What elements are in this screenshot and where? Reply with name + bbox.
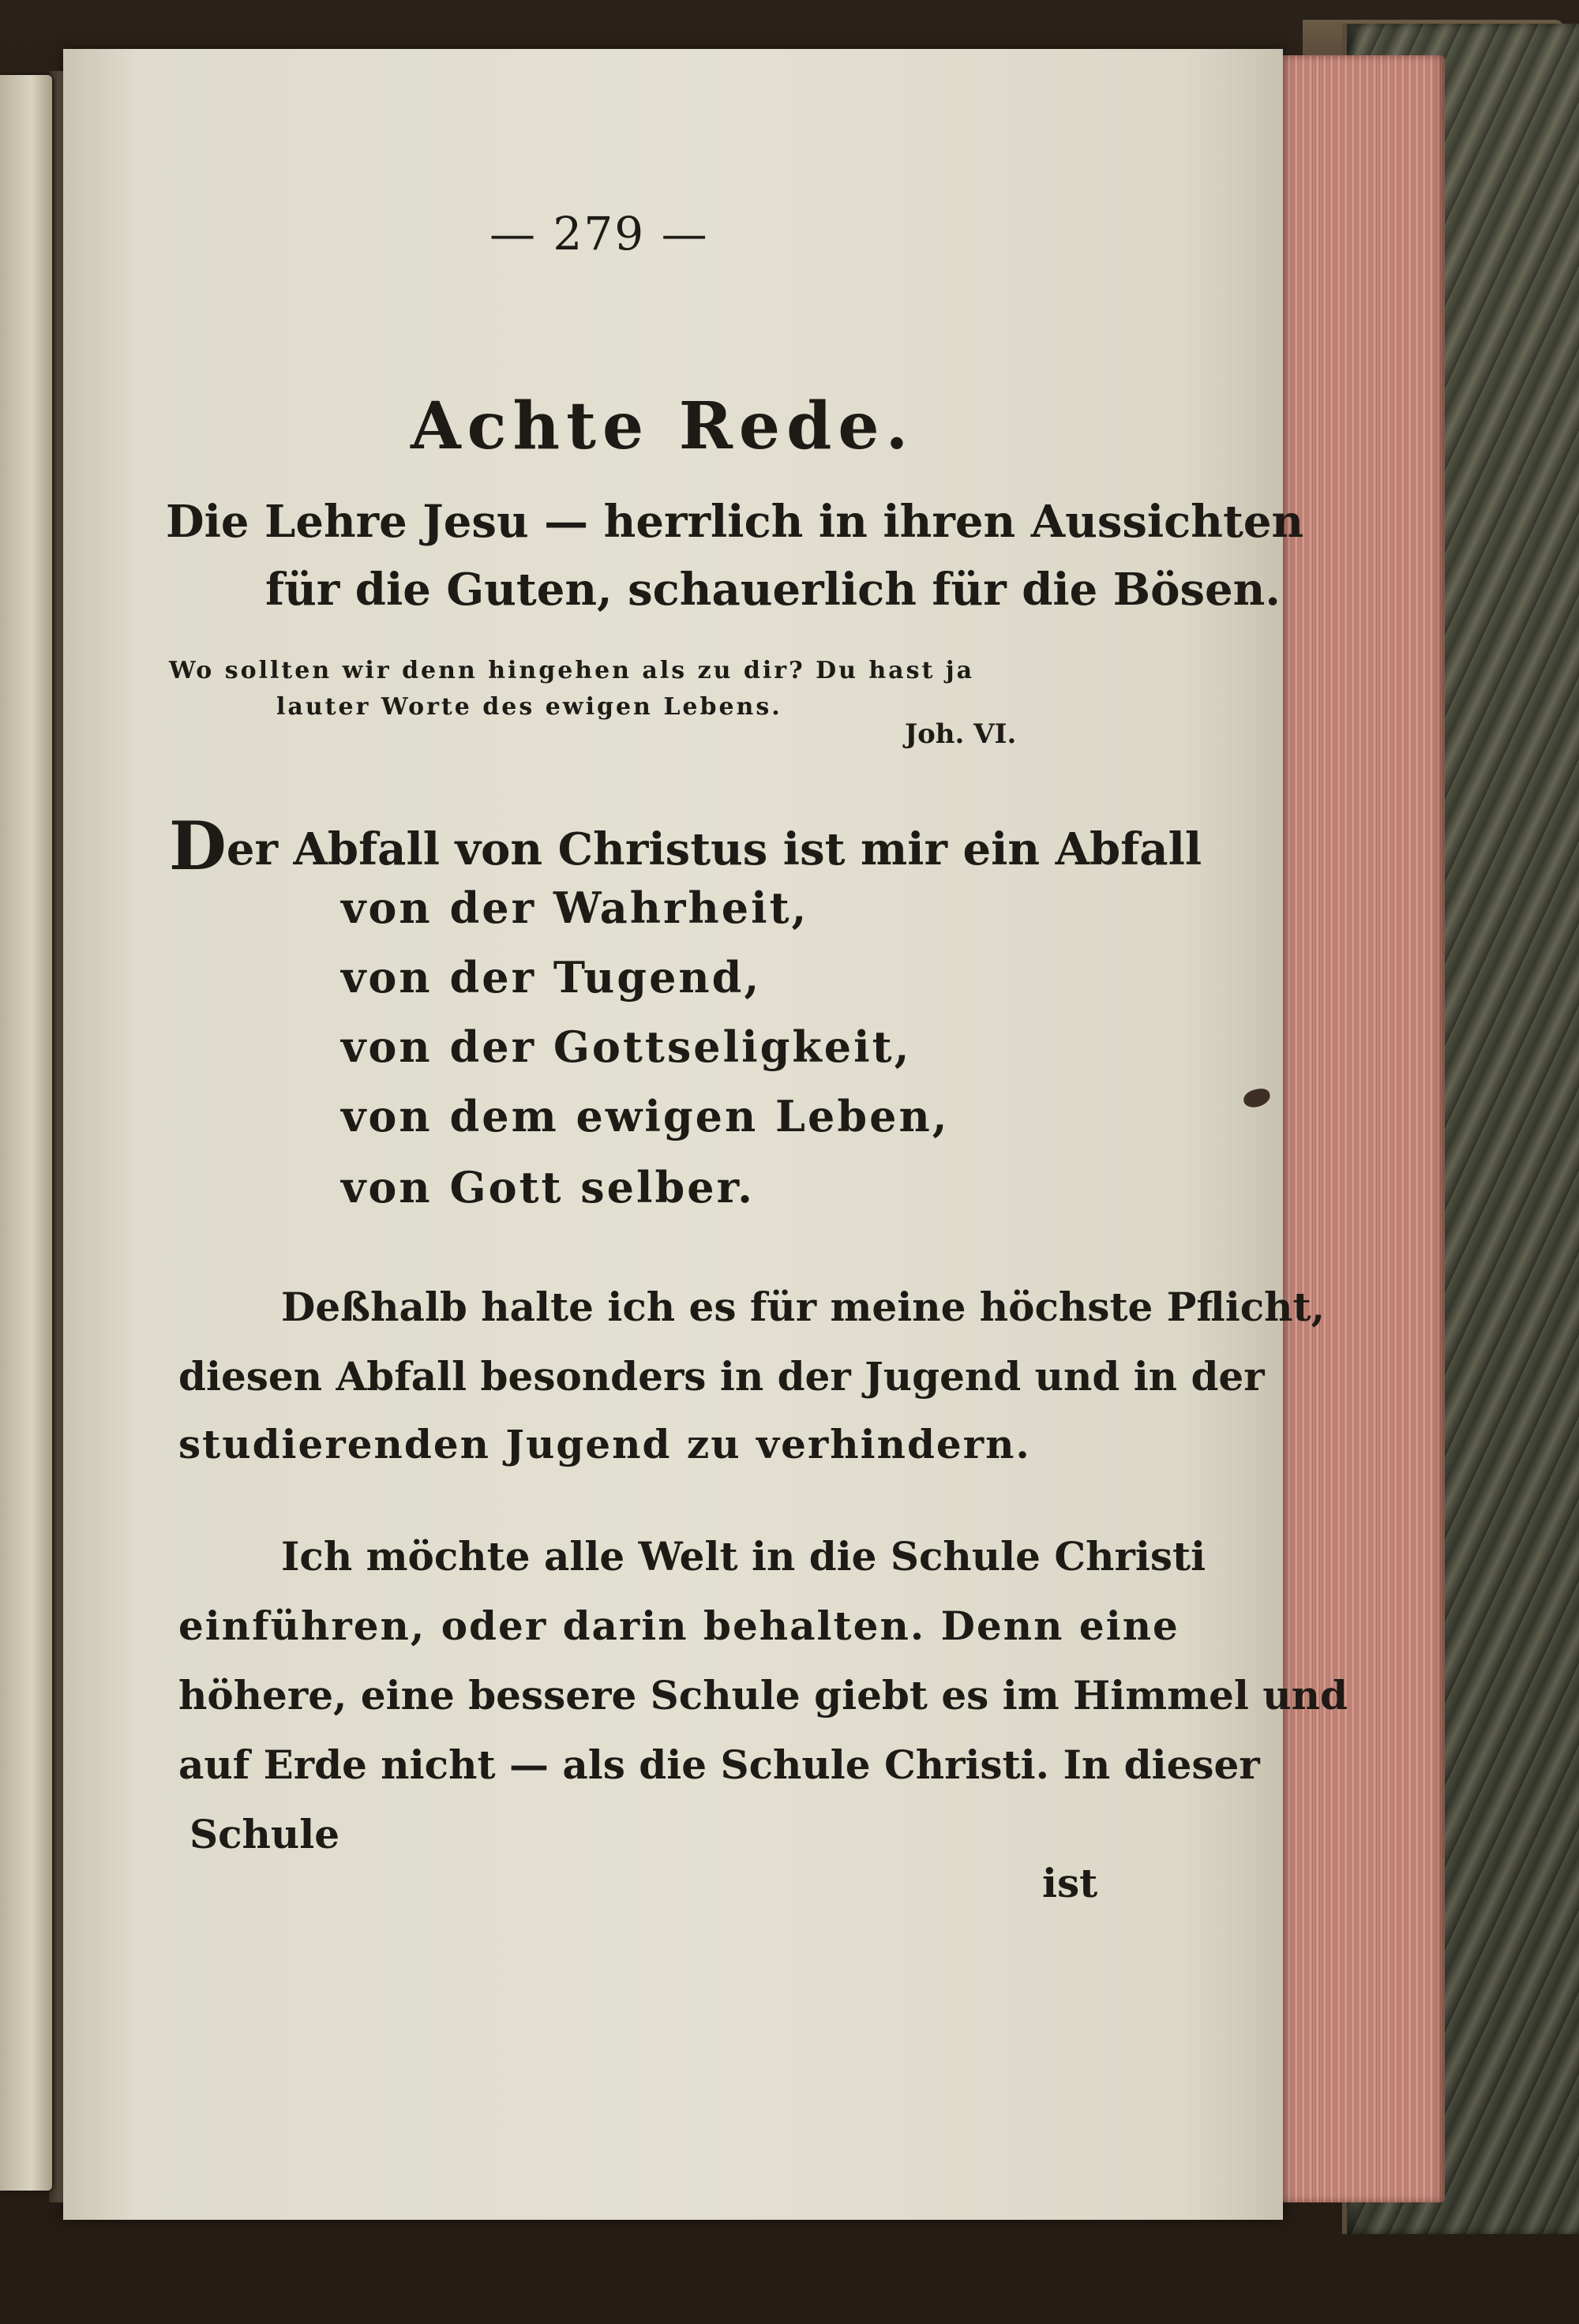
catchword: ist — [1042, 1860, 1098, 1906]
paragraph-line: Schule — [189, 1811, 340, 1857]
page-number: — 279 — — [489, 207, 709, 261]
drop-cap: D — [169, 807, 227, 885]
chapter-subtitle-line: Die Lehre Jesu — herrlich in ihren Aussichten — [166, 496, 1304, 548]
list-item: von der Tugend, — [341, 952, 762, 1003]
list-item: von dem ewigen Leben, — [341, 1091, 950, 1141]
paragraph-line: Ich möchte alle Welt in die Schule Christi — [281, 1533, 1206, 1580]
list-item: von der Gottseligkeit, — [341, 1021, 912, 1072]
opening-line-text: er Abfall von Christus ist mir ein Abfall — [226, 823, 1202, 875]
previous-page-edge — [0, 75, 52, 2191]
epigraph-line: Wo sollten wir denn hingehen als zu dir? Du hast ja — [169, 657, 975, 684]
paragraph-line: studierenden Jugend zu verhindern. — [178, 1421, 1031, 1467]
paragraph-line: höhere, eine bessere Schule giebt es im Himmel und — [178, 1672, 1348, 1719]
paragraph-line: Deßhalb halte ich es für meine höchste Pflicht, — [281, 1284, 1325, 1330]
epigraph-line: lauter Worte des ewigen Lebens. — [276, 693, 782, 721]
chapter-subtitle-line: für die Guten, schauerlich für die Bösen. — [265, 564, 1281, 616]
list-item: von der Wahrheit, — [341, 883, 809, 933]
chapter-title: Achte Rede. — [411, 388, 915, 464]
paragraph-line: diesen Abfall besonders in der Jugend und in der — [178, 1353, 1265, 1400]
opening-line — [169, 807, 1202, 885]
epigraph-reference: Joh. VI. — [905, 718, 1017, 750]
paragraph-line: auf Erde nicht — als die Schule Christi. In dieser — [178, 1741, 1260, 1788]
paragraph-line: einführen, oder darin behalten. Denn eine — [178, 1602, 1180, 1649]
red-page-edges — [1263, 55, 1445, 2202]
list-item: von Gott selber. — [341, 1162, 755, 1213]
